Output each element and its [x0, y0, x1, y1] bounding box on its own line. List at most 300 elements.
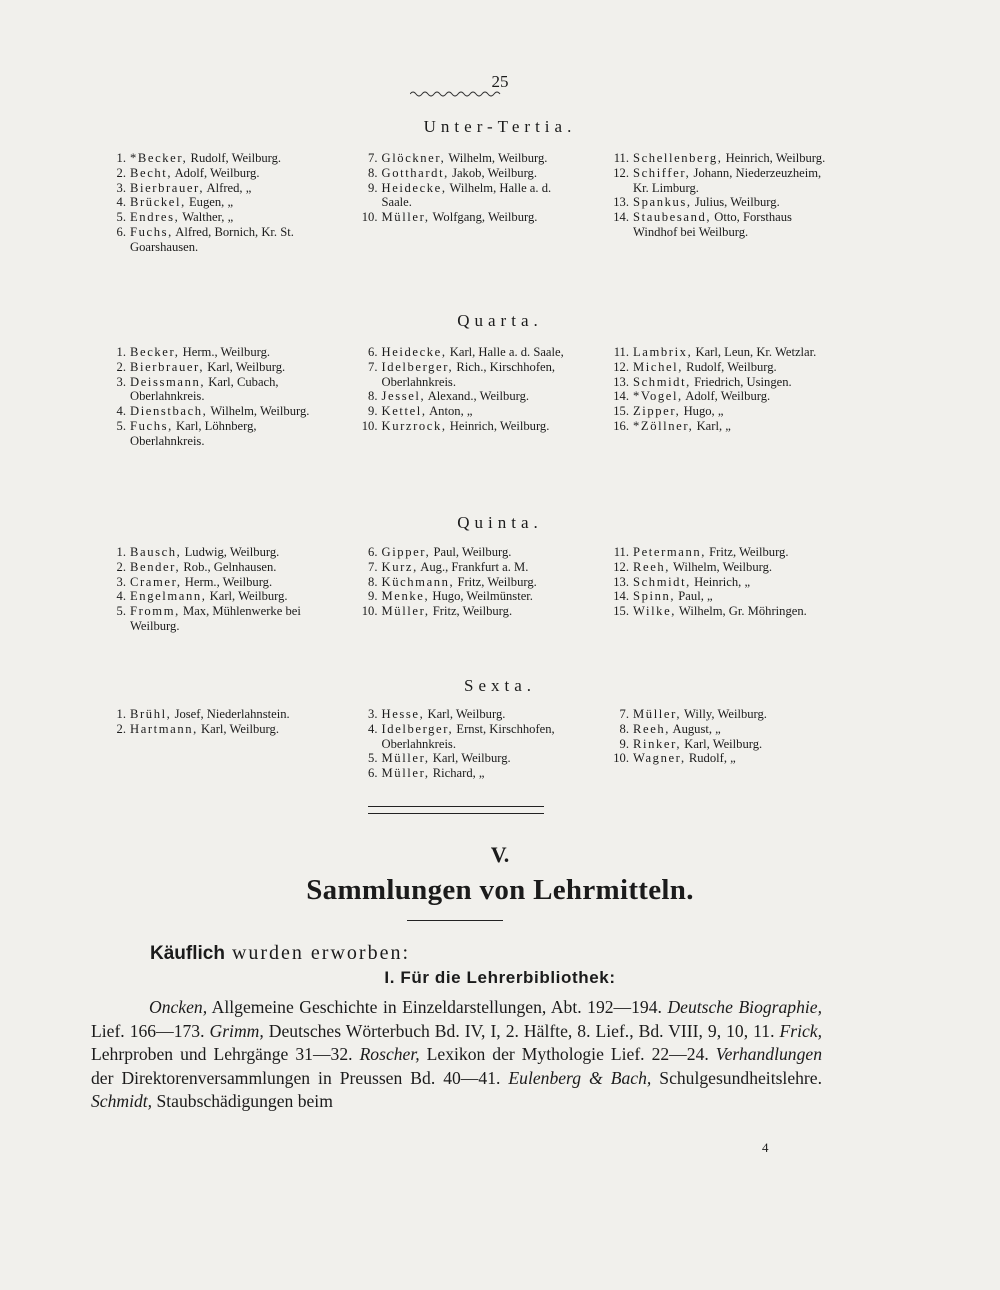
- entry-text: [633, 210, 830, 240]
- entry-number: 5.: [368, 751, 378, 766]
- student-surname: *Becker,: [130, 151, 188, 165]
- student-details: Herm., Weilburg.: [179, 345, 271, 359]
- student-details: Fritz, Weilburg.: [706, 545, 789, 559]
- student-entry: [95, 545, 327, 560]
- student-surname: Kettel,: [381, 404, 427, 419]
- entry-number: 11.: [613, 545, 629, 559]
- student-entry: [95, 375, 327, 405]
- roster-column: [598, 707, 830, 781]
- entry-text: [130, 360, 327, 375]
- entry-text: [130, 404, 327, 419]
- student-surname: Engelmann,: [130, 589, 207, 604]
- student-details: Anton, „: [426, 404, 473, 419]
- student-details: Wilhelm, Weilburg.: [207, 404, 310, 419]
- student-details: Wilhelm, Weilburg.: [670, 559, 773, 574]
- entry-number: 6.: [368, 345, 378, 359]
- student-entry: [598, 419, 830, 434]
- student-surname: Dienstbach,: [130, 404, 208, 419]
- student-surname: Schiffer,: [633, 165, 691, 180]
- student-surname: Schmidt,: [633, 574, 691, 589]
- sheet-signature-number: 4: [762, 1140, 769, 1155]
- student-entry: [95, 604, 327, 634]
- student-entry: [347, 404, 579, 419]
- student-details: Wolfgang, Weilburg.: [429, 210, 538, 225]
- entry-text: [633, 737, 830, 752]
- student-details: Karl, Cubach, Oberlahnkreis.: [130, 374, 279, 404]
- student-entry: [95, 404, 327, 419]
- student-surname: Küchmann,: [381, 574, 455, 589]
- entry-number: 2.: [116, 165, 126, 180]
- entry-text: [633, 545, 830, 560]
- roster-column: [347, 707, 579, 781]
- student-surname: Müller,: [381, 604, 430, 619]
- body-segment: Lief. 166—173.: [91, 1020, 210, 1041]
- entry-text: [130, 560, 327, 575]
- entry-number: 6.: [368, 545, 378, 559]
- entry-number: 4.: [368, 721, 378, 736]
- entry-number: 2.: [116, 559, 126, 574]
- student-entry: [598, 589, 830, 604]
- student-surname: Reeh,: [633, 721, 671, 736]
- student-entry: [95, 181, 327, 196]
- author-name: Schmidt,: [91, 1091, 153, 1112]
- entry-text: [382, 166, 579, 181]
- student-surname: Idelberger,: [381, 359, 454, 374]
- student-surname: Becht,: [130, 165, 173, 180]
- entry-text: [382, 210, 579, 225]
- body-segment: Allgemeine Geschichte in Einzeldarstellungen, Abt. 192—194.: [207, 997, 668, 1017]
- student-details: Willy, Weilburg.: [681, 707, 767, 721]
- entry-text: [633, 751, 830, 766]
- entry-text: [130, 589, 327, 604]
- student-entry: [95, 575, 327, 590]
- author-name: Grimm,: [209, 1020, 264, 1041]
- body-segment: der Direktorenversammlungen in Preussen Bd. 40—41.: [91, 1067, 509, 1088]
- roster-column: [95, 345, 327, 449]
- student-details: Jakob, Weilburg.: [448, 165, 537, 180]
- section-heading-sexta: Sexta.: [463, 676, 537, 695]
- section-heading-quinta: Quinta.: [457, 513, 543, 532]
- student-surname: Hartmann,: [130, 721, 198, 736]
- entry-text: [382, 604, 579, 619]
- author-name: Oncken,: [149, 997, 208, 1017]
- student-surname: Kurzrock,: [381, 418, 447, 433]
- student-surname: Heidecke,: [381, 180, 447, 195]
- student-surname: Fromm,: [130, 604, 180, 619]
- entry-text: [130, 722, 327, 737]
- student-entry: [95, 225, 327, 255]
- roster-column: [347, 151, 579, 255]
- student-surname: Spankus,: [633, 195, 692, 210]
- student-surname: Glöckner,: [381, 151, 446, 165]
- student-surname: Zipper,: [633, 404, 681, 419]
- entry-text: [382, 766, 579, 781]
- section-sexta: [95, 707, 830, 781]
- entry-number: 3.: [116, 180, 126, 195]
- student-surname: Brühl,: [130, 707, 172, 721]
- student-surname: Staubesand,: [633, 210, 712, 225]
- student-details: Wilhelm, Weilburg.: [445, 151, 548, 165]
- entry-number: 5.: [116, 604, 126, 619]
- student-surname: Müller,: [633, 707, 682, 721]
- student-surname: Menke,: [381, 589, 430, 604]
- entry-number: 6.: [116, 224, 126, 239]
- body-segment: Schulgesundheitslehre.: [651, 1067, 822, 1088]
- student-details: Karl, Weilburg.: [197, 721, 279, 736]
- section-unter-tertia: [95, 151, 830, 255]
- entry-number: 14.: [613, 210, 629, 225]
- author-name: Frick,: [779, 1020, 822, 1041]
- entry-number: 7.: [368, 359, 378, 374]
- student-details: Fritz, Weilburg.: [454, 574, 537, 589]
- entry-text: [382, 181, 579, 211]
- entry-number: 10.: [361, 210, 378, 225]
- student-entry: [598, 404, 830, 419]
- author-name: Verhandlungen: [715, 1044, 822, 1065]
- student-details: Johann, Niederzeuzheim, Kr. Limburg.: [633, 165, 822, 195]
- student-entry: [347, 751, 579, 766]
- entry-text: [130, 166, 327, 181]
- student-details: Karl, Weilburg.: [204, 359, 286, 374]
- student-entry: [347, 419, 579, 434]
- entry-text: [633, 360, 830, 375]
- entry-text: [130, 181, 327, 196]
- student-surname: Schmidt,: [633, 374, 691, 389]
- student-entry: [598, 195, 830, 210]
- student-entry: [598, 737, 830, 752]
- entry-text: [633, 722, 830, 737]
- roster-column: [347, 345, 579, 449]
- student-entry: [598, 166, 830, 196]
- student-entry: [598, 360, 830, 375]
- student-entry: [347, 389, 579, 404]
- entry-text: [633, 151, 830, 166]
- entry-number: 10.: [361, 418, 378, 433]
- student-entry: [95, 560, 327, 575]
- student-details: Rudolf, Weilburg.: [187, 151, 282, 165]
- student-details: Walther, „: [179, 210, 234, 225]
- student-entry: [598, 707, 830, 722]
- student-surname: Schellenberg,: [633, 151, 723, 165]
- entry-text: [382, 404, 579, 419]
- student-details: Heinrich, Weilburg.: [722, 151, 826, 165]
- student-surname: Gotthardt,: [381, 165, 449, 180]
- student-surname: Gipper,: [381, 545, 431, 559]
- entry-number: 7.: [619, 707, 629, 721]
- student-surname: Cramer,: [130, 574, 182, 589]
- entry-number: 1.: [116, 345, 126, 359]
- roster-column: [95, 151, 327, 255]
- entry-text: [130, 210, 327, 225]
- entry-number: 15.: [613, 404, 629, 419]
- student-entry: [598, 751, 830, 766]
- student-details: Rudolf, Weilburg.: [683, 359, 777, 374]
- student-details: Karl, Weilburg.: [681, 736, 763, 751]
- entry-text: [382, 751, 579, 766]
- student-details: Hugo, Weilmünster.: [429, 589, 533, 604]
- double-rule-divider: [368, 806, 544, 814]
- student-entry: [95, 722, 327, 737]
- entry-text: [130, 225, 327, 255]
- entry-number: 12.: [613, 165, 629, 180]
- entry-text: [633, 589, 830, 604]
- entry-number: 13.: [613, 574, 629, 589]
- student-surname: *Vogel,: [633, 389, 683, 404]
- entry-number: 10.: [613, 751, 629, 766]
- student-surname: Bierbrauer,: [130, 359, 205, 374]
- entry-number: 3.: [116, 374, 126, 389]
- student-entry: [598, 389, 830, 404]
- entry-text: [130, 195, 327, 210]
- entry-text: [382, 545, 579, 560]
- student-details: Max, Mühlenwerke bei Weilburg.: [130, 604, 301, 633]
- acquired-heading: [150, 942, 410, 965]
- entry-text: [382, 707, 579, 722]
- entry-text: [633, 419, 830, 434]
- entry-text: [633, 389, 830, 404]
- entry-number: 16.: [613, 418, 629, 433]
- body-segment: Lexikon der Mythologie Lief. 22—24.: [419, 1044, 716, 1065]
- entry-number: 9.: [368, 180, 378, 195]
- student-details: Karl, Leun, Kr. Wetzlar.: [692, 345, 817, 359]
- roster-column: [598, 151, 830, 255]
- student-surname: Fuchs,: [130, 224, 173, 239]
- body-segment: Lehrproben und Lehrgänge 31—32.: [91, 1044, 360, 1065]
- student-entry: [347, 181, 579, 211]
- student-surname: Müller,: [381, 210, 430, 225]
- entry-text: [130, 545, 327, 560]
- student-entry: [347, 151, 579, 166]
- student-surname: Jessel,: [381, 389, 426, 404]
- student-details: Richard, „: [429, 766, 485, 781]
- author-name: Deutsche Biographie,: [667, 997, 822, 1017]
- body-segment: Staubschädigungen beim: [152, 1091, 333, 1112]
- entry-number: 5.: [116, 210, 126, 225]
- entry-number: 5.: [116, 418, 126, 433]
- entry-number: 12.: [613, 359, 629, 374]
- student-entry: [598, 560, 830, 575]
- student-surname: Heidecke,: [381, 345, 447, 359]
- student-details: Eugen, „: [185, 195, 234, 210]
- roster-column: [598, 545, 830, 634]
- student-surname: *Zöllner,: [633, 418, 694, 433]
- student-entry: [95, 151, 327, 166]
- student-details: Wilhelm, Halle a. d. Saale.: [381, 180, 552, 210]
- roster-column: [347, 545, 579, 634]
- entry-text: [633, 560, 830, 575]
- entry-number: 4.: [116, 589, 126, 604]
- roster-column: [95, 545, 327, 634]
- student-entry: [347, 722, 579, 752]
- page-number: 25: [491, 72, 509, 91]
- entry-number: 1.: [116, 707, 126, 721]
- student-details: Rudolf, „: [685, 751, 736, 766]
- student-surname: Michel,: [633, 359, 684, 374]
- student-details: Rich., Kirschhofen, Oberlahnkreis.: [381, 359, 556, 389]
- acquired-bold-word: Käuflich: [150, 943, 225, 964]
- student-entry: [598, 151, 830, 166]
- entry-text: [633, 604, 830, 619]
- library-subheading: I. Für die Lehrerbibliothek:: [384, 968, 616, 987]
- entry-number: 9.: [368, 404, 378, 419]
- roster-column: [95, 707, 327, 781]
- student-details: Friedrich, Usingen.: [690, 374, 792, 389]
- student-surname: Reeh,: [633, 559, 671, 574]
- entry-number: 12.: [613, 559, 629, 574]
- section-quinta: [95, 545, 830, 634]
- student-details: Hugo, „: [680, 404, 724, 419]
- student-details: Karl, Weilburg.: [429, 751, 511, 766]
- entry-number: 14.: [613, 589, 629, 604]
- student-entry: [347, 575, 579, 590]
- entry-number: 13.: [613, 374, 629, 389]
- entry-number: 8.: [368, 389, 378, 404]
- entry-number: 1.: [116, 545, 126, 559]
- student-details: Karl, Weilburg.: [424, 707, 506, 721]
- student-entry: [95, 195, 327, 210]
- entry-text: [130, 151, 327, 166]
- entry-text: [633, 375, 830, 390]
- student-details: Otto, Forsthaus Windhof bei Weilburg.: [633, 210, 792, 239]
- student-details: Karl, Weilburg.: [206, 589, 288, 604]
- entry-number: 2.: [116, 359, 126, 374]
- title-rule: [407, 920, 503, 921]
- student-surname: Wagner,: [633, 751, 686, 766]
- section-heading-unter-tertia: Unter-Tertia.: [423, 117, 577, 136]
- roster-column: [598, 345, 830, 449]
- student-surname: Brückel,: [130, 195, 186, 210]
- entry-text: [382, 589, 579, 604]
- entry-number: 9.: [368, 589, 378, 604]
- part-numeral: V.: [490, 842, 510, 867]
- student-entry: [347, 707, 579, 722]
- entry-number: 8.: [368, 574, 378, 589]
- entry-number: 11.: [613, 345, 629, 359]
- entry-text: [633, 707, 830, 722]
- student-surname: Hesse,: [381, 707, 425, 721]
- student-entry: [598, 545, 830, 560]
- student-entry: [347, 560, 579, 575]
- entry-text: [130, 575, 327, 590]
- student-entry: [347, 210, 579, 225]
- student-details: Karl, „: [693, 418, 731, 433]
- student-details: Alfred, „: [204, 180, 252, 195]
- student-surname: Petermann,: [633, 545, 707, 559]
- student-entry: [95, 589, 327, 604]
- student-entry: [95, 419, 327, 449]
- entry-number: 15.: [613, 604, 629, 619]
- entry-number: 3.: [368, 707, 378, 721]
- student-details: Adolf, Weilburg.: [682, 389, 771, 404]
- student-surname: Idelberger,: [381, 721, 454, 736]
- entry-text: [633, 575, 830, 590]
- entry-number: 7.: [368, 151, 378, 165]
- student-surname: Deissmann,: [130, 374, 206, 389]
- acquisitions-paragraph: [91, 996, 822, 1114]
- entry-number: 11.: [613, 151, 629, 165]
- student-surname: Kurz,: [381, 559, 418, 574]
- student-details: Heinrich, „: [690, 574, 751, 589]
- entry-number: 10.: [361, 604, 378, 619]
- student-entry: [347, 345, 579, 360]
- acquired-rest-text: wurden erworben:: [224, 942, 411, 964]
- body-segment: Deutsches Wörterbuch Bd. IV, I, 2. Hälfte, 8. Lief., Bd. VIII, 9, 10, 11.: [263, 1020, 780, 1041]
- student-entry: [598, 375, 830, 390]
- entry-text: [130, 345, 327, 360]
- student-details: Rob., Gelnhausen.: [180, 559, 277, 574]
- student-entry: [95, 166, 327, 181]
- entry-text: [382, 389, 579, 404]
- student-entry: [95, 707, 327, 722]
- entry-text: [633, 345, 830, 360]
- student-details: Paul, „: [675, 589, 713, 604]
- student-surname: Becker,: [130, 345, 180, 359]
- entry-number: 13.: [613, 195, 629, 210]
- entry-text: [130, 419, 327, 449]
- student-details: August, „: [670, 721, 721, 736]
- student-entry: [347, 545, 579, 560]
- student-details: Alexand., Weilburg.: [425, 389, 530, 404]
- student-details: Alfred, Bornich, Kr. St. Goarshausen.: [130, 224, 294, 254]
- entry-number: 7.: [368, 559, 378, 574]
- entry-text: [382, 575, 579, 590]
- entry-text: [633, 404, 830, 419]
- student-details: Herm., Weilburg.: [181, 574, 273, 589]
- student-entry: [598, 722, 830, 737]
- entry-number: 4.: [116, 404, 126, 419]
- student-surname: Lambrix,: [633, 345, 693, 359]
- student-entry: [347, 166, 579, 181]
- student-surname: Müller,: [381, 766, 430, 781]
- student-entry: [347, 604, 579, 619]
- student-entry: [95, 360, 327, 375]
- student-details: Fritz, Weilburg.: [429, 604, 513, 619]
- student-entry: [598, 345, 830, 360]
- entry-text: [382, 722, 579, 752]
- student-surname: Bierbrauer,: [130, 180, 205, 195]
- entry-text: [382, 345, 579, 360]
- student-entry: [95, 345, 327, 360]
- student-surname: Bender,: [130, 559, 181, 574]
- student-details: Paul, Weilburg.: [430, 545, 512, 559]
- student-details: Ludwig, Weilburg.: [181, 545, 280, 559]
- author-name: Eulenberg & Bach,: [508, 1067, 652, 1088]
- entry-text: [382, 419, 579, 434]
- student-entry: [347, 360, 579, 390]
- author-name: Roscher,: [359, 1044, 420, 1065]
- student-surname: Endres,: [130, 210, 180, 225]
- entry-number: 1.: [116, 151, 126, 165]
- student-details: Wilhelm, Gr. Möhringen.: [676, 604, 807, 619]
- student-details: Aug., Frankfurt a. M.: [417, 559, 529, 574]
- entry-number: 14.: [613, 389, 629, 404]
- entry-text: [130, 707, 327, 722]
- entry-text: [130, 375, 327, 405]
- student-surname: Müller,: [381, 751, 430, 766]
- entry-number: 9.: [619, 736, 629, 751]
- entry-text: [382, 360, 579, 390]
- student-surname: Bausch,: [130, 545, 182, 559]
- student-entry: [598, 604, 830, 619]
- student-details: Heinrich, Weilburg.: [446, 418, 550, 433]
- part-title: Sammlungen von Lehrmitteln.: [306, 874, 694, 906]
- section-heading-quarta: Quarta.: [457, 311, 543, 330]
- student-entry: [598, 575, 830, 590]
- student-details: Karl, Halle a. d. Saale,: [446, 345, 564, 359]
- student-surname: Rinker,: [633, 736, 682, 751]
- entry-number: 6.: [368, 766, 378, 781]
- student-details: Ernst, Kirschhofen, Oberlahnkreis.: [381, 721, 555, 751]
